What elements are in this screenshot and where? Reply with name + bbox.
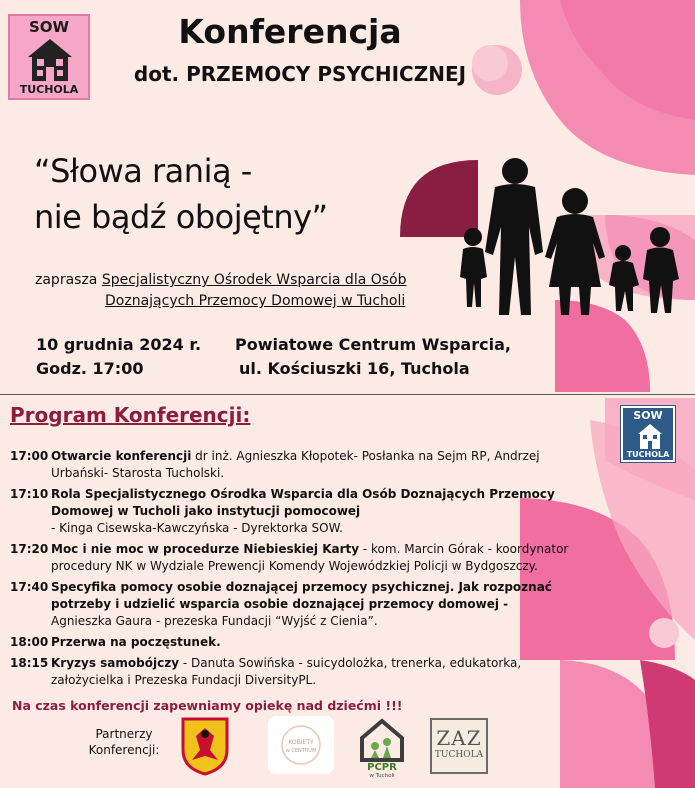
program-title: Program Konferencji:: [10, 403, 251, 427]
event-address: ul. Kościuszki 16, Tuchola: [239, 359, 470, 378]
schedule-speaker: - Danuta Sowińska - suicydolożka, trenerka, edukatorka, założycielka i Prezeska Fundacji DiversityPL.: [51, 656, 522, 687]
schedule-time: 18:15: [10, 656, 49, 670]
schedule-item: [10, 655, 570, 689]
schedule-title: Specyfika pomocy osobie doznającej przemocy psychicznej. Jak rozpoznać potrzeby i udzielić wsparcia osobie doznającej przemocy domowej -: [51, 580, 552, 611]
partners-label: [78, 726, 170, 758]
schedule-title: Otwarcie konferencji: [51, 449, 192, 463]
event-time: Godz. 17:00: [36, 359, 144, 378]
schedule-time: 17:00: [10, 449, 49, 463]
house-icon: [636, 422, 664, 450]
event-date-time: [36, 333, 201, 381]
invitation: [35, 270, 407, 312]
schedule-item: [10, 486, 570, 537]
event-venue: Powiatowe Centrum Wsparcia,: [235, 335, 511, 354]
partners-label-line-1: Partnerzy: [95, 727, 153, 741]
quote-line-2: nie bądź obojętny”: [34, 198, 328, 236]
kobiety-w-centrum-logo: [268, 716, 334, 774]
schedule-item: [10, 634, 570, 651]
tuchola-county-coat-of-arms-icon: [180, 716, 230, 776]
schedule-title: Kryzys samobójczy: [51, 656, 180, 670]
sow-logo-small-text: SOW: [633, 409, 663, 422]
sow-logo-text: SOW: [28, 18, 70, 36]
partners-label-line-2: Konferencji:: [88, 743, 160, 757]
schedule-time: 18:00: [10, 635, 49, 649]
zaz-text: ZAZ: [436, 726, 482, 750]
schedule-time: 17:10: [10, 487, 49, 501]
event-place: [235, 333, 511, 381]
schedule-title: Przerwa na poczęstunek.: [51, 635, 221, 649]
schedule-time: 17:20: [10, 542, 49, 556]
event-date: 10 grudnia 2024 r.: [36, 335, 202, 354]
divider: [0, 394, 695, 395]
program-schedule: [10, 448, 570, 693]
circle-logo-icon: [279, 723, 323, 767]
pcpr-logo: [357, 716, 407, 778]
schedule-item: [10, 448, 570, 482]
sow-logo-small-city: TUCHOLA: [626, 450, 670, 459]
invitation-prefix: zaprasza: [35, 272, 102, 288]
schedule-title: Moc i nie moc w procedurze Niebieskiej Karty: [51, 542, 360, 556]
schedule-item: [10, 541, 570, 575]
pcpr-text: PCPR: [367, 762, 397, 773]
pcpr-house-icon: [357, 716, 407, 778]
sow-logo: [8, 14, 90, 100]
page-subtitle: dot. PRZEMOCY PSYCHICZNEJ: [133, 62, 467, 86]
organizer-line-1: Specjalistyczny Ośrodek Wsparcia dla Osób: [101, 272, 407, 288]
family-silhouette: [455, 157, 685, 317]
zaz-tuchola-logo: [430, 718, 488, 774]
organizer-line-2: Doznających Przemocy Domowej w Tucholi: [105, 293, 406, 309]
page-title: Konferencja: [178, 12, 402, 51]
schedule-speaker: - Kinga Cisewska-Kawczyńska - Dyrektorka SOW.: [51, 521, 343, 535]
schedule-speaker: Agnieszka Gaura - prezeska Fundacji “Wyjść z Cienia”.: [51, 614, 378, 628]
schedule-title: Rola Specjalistycznego Ośrodka Wsparcia dla Osób Doznających Przemocy Domowej w Tucholi jako instytucji pomocowej: [51, 487, 555, 518]
schedule-time: 17:40: [10, 580, 49, 594]
pcpr-city-text: w Tucholi: [369, 773, 395, 778]
schedule-item: [10, 579, 570, 630]
zaz-city-text: TUCHOLA: [434, 750, 484, 760]
kobiety-text: KOBIETY: [288, 739, 314, 746]
quote-line-1: “Słowa ranią -: [34, 152, 252, 190]
sow-logo-city: TUCHOLA: [19, 83, 79, 96]
house-icon: [24, 35, 76, 83]
sow-logo-small: [621, 406, 675, 462]
w-centrum-text: w CENTRUM: [285, 748, 317, 754]
childcare-note: Na czas konferencji zapewniamy opiekę nad dziećmi !!!: [12, 698, 403, 713]
schedule-speaker: - kom. Marcin Górak - koordynator procedury NK w Wydziale Prewencji Komendy Wojewódzkiej Policji w Bydgoszczy.: [51, 542, 569, 573]
schedule-speaker: dr inż. Agnieszka Kłopotek- Posłanka na Sejm RP, Andrzej Urbański- Starosta Tucholski.: [51, 449, 540, 480]
